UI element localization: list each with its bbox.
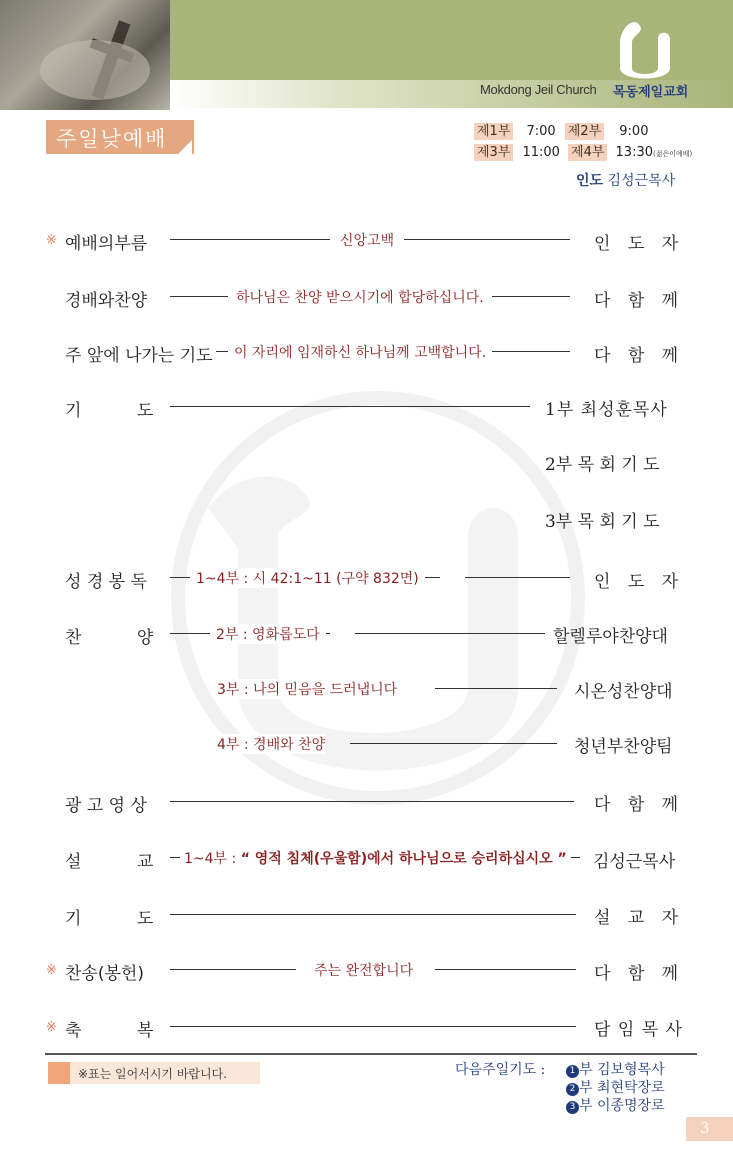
order-label-prayer: 기 도 <box>65 401 154 421</box>
order-middle-anthem-2: 2부 : 영화롭도다 <box>210 624 326 644</box>
footer-divider <box>45 1053 697 1055</box>
header-photo <box>0 0 170 110</box>
header-banner <box>170 0 733 80</box>
leader-label: 인도 <box>576 173 604 189</box>
order-right-approach-prayer: 다 함 께 <box>594 346 685 366</box>
order-middle-scripture: 1~4부 : 시 42:1~11 (구약 832면) <box>190 568 425 588</box>
order-right-prayer-2: 2부 목 회 기 도 <box>545 455 660 475</box>
next-week-prayer-text: 부 이종명장로 <box>579 1098 665 1114</box>
order-leader-line <box>170 914 576 915</box>
order-middle-anthem-3: 3부 : 나의 믿음을 드러냅니다 <box>217 679 397 699</box>
order-right-anthem-3: 시온성찬양대 <box>574 682 673 702</box>
order-label-offering-hymn: 찬송(봉헌) <box>65 964 144 984</box>
next-week-prayer-text: 부 김보형목사 <box>579 1062 665 1078</box>
page-number: 3 <box>700 1119 710 1137</box>
order-label-praise: 경배와찬양 <box>65 291 148 311</box>
schedule-row-1 <box>474 120 648 139</box>
next-week-prayer-3 <box>566 1095 665 1115</box>
order-leader-line <box>350 743 557 744</box>
schedule-part-4: 제4부 <box>568 144 607 161</box>
number-badge: 3 <box>566 1101 579 1114</box>
order-leader-line <box>170 1026 576 1027</box>
order-middle-call-to-worship: 신앙고백 <box>330 230 404 250</box>
order-middle-sermon <box>180 848 571 868</box>
order-right-anthem-4: 청년부찬양팀 <box>574 737 673 757</box>
order-label-announcements: 광 고 영 상 <box>65 796 147 816</box>
order-label-anthem: 찬 양 <box>65 628 154 648</box>
order-leader-line <box>435 688 557 689</box>
order-label-benediction: 축 복 <box>65 1021 154 1041</box>
order-right-praise: 다 함 께 <box>594 291 685 311</box>
next-week-prayer-label: 다음주일기도 : <box>455 1062 546 1078</box>
order-right-scripture: 인 도 자 <box>594 572 685 592</box>
order-right-call-to-worship: 인 도 자 <box>594 234 685 254</box>
schedule-time-4: 13:30 <box>615 145 653 160</box>
order-middle-offering-hymn: 주는 완전합니다 <box>296 960 435 980</box>
schedule-note-4: (젊은이예배) <box>653 150 693 158</box>
order-label-call-to-worship: 예배의부름 <box>65 234 148 254</box>
next-week-prayer-text: 부 최현탁장로 <box>579 1080 665 1096</box>
schedule-part-1: 제1부 <box>474 123 513 140</box>
sermon-prefix: 1~4부 : <box>184 851 241 867</box>
order-label-approach-prayer: 주 앞에 나가는 기도 <box>65 346 213 366</box>
order-right-anthem-2: 할렐루야찬양대 <box>553 627 668 647</box>
order-right-sermon: 김성근목사 <box>593 852 676 872</box>
number-badge: 2 <box>566 1083 579 1096</box>
sermon-title: “ 영적 침체(우울함)에서 하나님으로 승리하십시오 ” <box>240 851 567 867</box>
order-label-scripture: 성 경 봉 독 <box>65 572 147 592</box>
number-badge: 1 <box>566 1065 579 1078</box>
worship-leader <box>576 170 675 190</box>
line-gap <box>330 626 355 640</box>
order-right-benediction: 담 임 목 사 <box>594 1020 683 1040</box>
schedule-row-2 <box>474 141 692 160</box>
order-middle-anthem-4: 4부 : 경배와 찬양 <box>217 734 325 754</box>
order-right-announcements: 다 함 께 <box>594 795 685 815</box>
order-leader-line <box>170 406 530 407</box>
order-leader-line <box>170 801 574 802</box>
standing-mark: ※ <box>46 1020 57 1035</box>
schedule-time-2: 9:00 <box>619 124 649 139</box>
order-right-prayer-4: 설 교 자 <box>594 908 685 928</box>
praying-hands-cross-image <box>0 0 170 110</box>
note-square <box>48 1062 70 1084</box>
next-week-prayer-2 <box>566 1077 665 1097</box>
church-name-korean: 목동제일교회 <box>613 85 689 100</box>
order-label-sermon: 설 교 <box>65 852 154 872</box>
order-right-offering-hymn: 다 함 께 <box>594 964 685 984</box>
next-week-prayer-1 <box>566 1059 665 1079</box>
order-middle-praise: 하나님은 찬양 받으시기에 합당하십니다. <box>228 287 492 307</box>
schedule-part-2: 제2부 <box>565 123 604 140</box>
schedule-time-1: 7:00 <box>526 124 556 139</box>
leader-name: 김성근목사 <box>607 173 676 189</box>
standing-note: ※표는 일어서시기 바랍니다. <box>78 1067 228 1081</box>
schedule-time-3: 11:00 <box>522 145 560 160</box>
page-title: 주일낮예배 <box>56 127 168 151</box>
lyre-dove-logo-icon <box>610 12 680 82</box>
church-name-english: Mokdong Jeil Church <box>480 82 597 97</box>
order-middle-approach-prayer: 이 자리에 임재하신 하나님께 고백합니다. <box>228 342 492 362</box>
schedule-part-3: 제3부 <box>474 144 513 161</box>
line-gap <box>440 570 465 584</box>
standing-mark: ※ <box>46 233 57 248</box>
order-label-prayer-2: 기 도 <box>65 909 154 929</box>
title-corner-decoration <box>178 140 192 154</box>
order-right-prayer-3: 3부 목 회 기 도 <box>545 512 660 532</box>
order-right-prayer-1: 1부 최성훈목사 <box>545 400 668 420</box>
standing-mark: ※ <box>46 963 57 978</box>
